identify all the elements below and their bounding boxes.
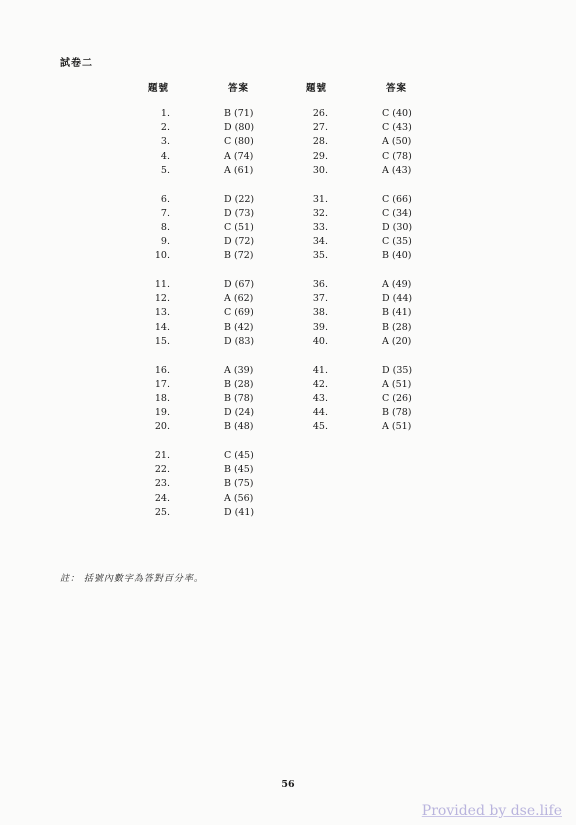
answer-value: D (80) — [224, 122, 255, 134]
question-number: 12. — [154, 293, 170, 305]
answer-value: A (51) — [382, 378, 412, 390]
question-number: 3. — [160, 136, 170, 148]
question-number: 16. — [154, 364, 170, 376]
question-number: 26. — [312, 108, 328, 119]
answer-value: B (78) — [224, 392, 254, 404]
answer-value: A (51) — [382, 421, 412, 433]
question-number: 28. — [312, 136, 328, 148]
answer-header: 答案 — [386, 83, 408, 94]
question-number: 8. — [160, 221, 170, 233]
question-number: 7. — [160, 207, 170, 219]
question-number: 2. — [160, 122, 170, 134]
answer-value: B (28) — [382, 321, 412, 333]
paper-label: 試卷二 — [60, 58, 93, 69]
answer-value: D (24) — [224, 407, 255, 419]
question-number-header: 題號 — [148, 83, 170, 94]
answer-value: C (40) — [382, 108, 412, 119]
question-number: 19. — [154, 407, 170, 419]
answer-value: C (45) — [224, 450, 254, 461]
question-number: 5. — [160, 164, 170, 176]
answer-value: B (75) — [224, 478, 254, 490]
answer-value: C (51) — [224, 221, 254, 233]
answer-value: D (67) — [224, 279, 255, 290]
question-number: 11. — [154, 279, 170, 290]
question-number-header: 題號 — [306, 83, 328, 94]
answer-value: B (71) — [224, 108, 254, 119]
answer-value: A (43) — [382, 164, 412, 176]
answer-value: D (35) — [382, 364, 413, 376]
question-number: 32. — [312, 207, 328, 219]
answer-value: D (72) — [224, 236, 255, 248]
footnote: 註： 括號內數字為答對百分率。 — [60, 574, 204, 584]
answer-value: A (20) — [382, 335, 412, 347]
question-number: 13. — [154, 307, 170, 319]
answer-value: B (72) — [224, 250, 254, 262]
question-number: 1. — [160, 108, 170, 119]
answer-value: B (45) — [224, 464, 254, 476]
question-number: 37. — [312, 293, 328, 305]
page-number: 56 — [281, 779, 295, 790]
question-number: 33. — [312, 221, 328, 233]
answer-value: A (74) — [224, 150, 254, 162]
answer-header: 答案 — [228, 83, 250, 94]
answer-value: C (80) — [224, 136, 254, 148]
question-number: 34. — [312, 236, 328, 248]
answer-value: A (49) — [382, 279, 412, 290]
answer-value: A (50) — [382, 136, 412, 148]
question-number: 39. — [312, 321, 328, 333]
question-number: 43. — [312, 392, 328, 404]
question-number: 20. — [154, 421, 170, 433]
answer-value: B (40) — [382, 250, 412, 262]
answer-value: D (44) — [382, 293, 413, 305]
answer-value: A (61) — [224, 164, 254, 176]
answer-value: D (30) — [382, 221, 413, 233]
question-number: 14. — [154, 321, 170, 333]
answer-value: D (73) — [224, 207, 255, 219]
question-number: 15. — [154, 335, 170, 347]
question-number: 4. — [160, 150, 170, 162]
answer-value: D (83) — [224, 335, 255, 347]
question-number: 6. — [160, 193, 170, 205]
answer-value: A (56) — [224, 492, 254, 504]
answer-value: C (78) — [382, 150, 412, 162]
question-number: 41. — [312, 364, 328, 376]
question-number: 36. — [312, 279, 328, 290]
answer-value: B (48) — [224, 421, 254, 433]
question-number: 38. — [312, 307, 328, 319]
question-number: 44. — [312, 407, 328, 419]
answer-value: C (35) — [382, 236, 412, 248]
question-number: 25. — [154, 506, 170, 518]
question-number: 18. — [154, 392, 170, 404]
answer-value: B (78) — [382, 407, 412, 419]
answer-value: B (28) — [224, 378, 254, 390]
question-number: 17. — [154, 378, 170, 390]
question-number: 35. — [312, 250, 328, 262]
answer-value: C (43) — [382, 122, 412, 134]
question-number: 42. — [312, 378, 328, 390]
answer-value: C (69) — [224, 307, 254, 319]
question-number: 27. — [312, 122, 328, 134]
question-number: 10. — [154, 250, 170, 262]
watermark-link[interactable]: Provided by dse.life — [421, 803, 562, 819]
answer-value: A (62) — [224, 293, 254, 305]
answer-value: D (41) — [224, 506, 255, 518]
answer-value: C (34) — [382, 207, 412, 219]
question-number: 40. — [312, 335, 328, 347]
question-number: 23. — [154, 478, 170, 490]
question-number: 9. — [160, 236, 170, 248]
answer-value: C (66) — [382, 193, 412, 205]
question-number: 21. — [154, 450, 170, 461]
answer-value: B (41) — [382, 307, 412, 319]
question-number: 30. — [312, 164, 328, 176]
answer-value: D (22) — [224, 193, 255, 205]
question-number: 22. — [154, 464, 170, 476]
question-number: 29. — [312, 150, 328, 162]
answer-value: C (26) — [382, 392, 412, 404]
question-number: 24. — [154, 492, 170, 504]
question-number: 45. — [312, 421, 328, 433]
question-number: 31. — [312, 193, 328, 205]
answer-value: B (42) — [224, 321, 254, 333]
answer-value: A (39) — [224, 364, 254, 376]
